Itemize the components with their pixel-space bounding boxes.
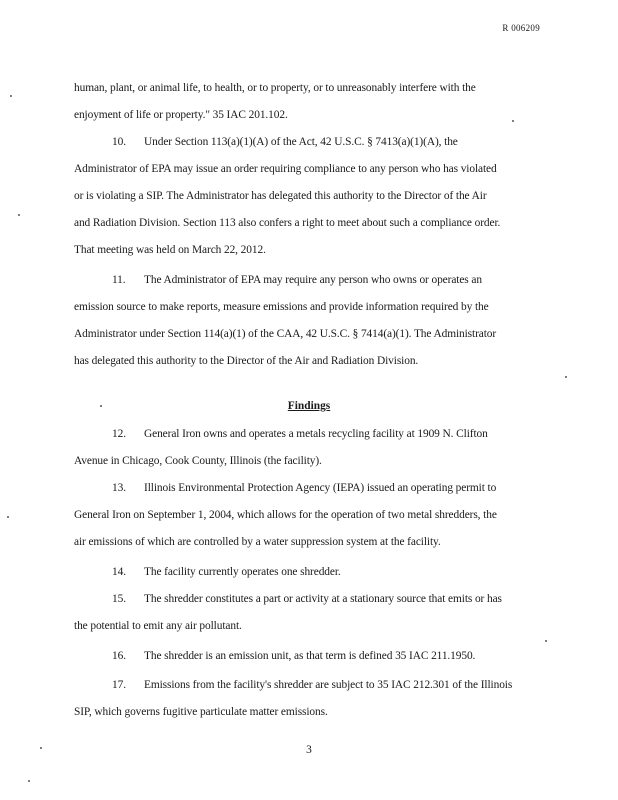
scan-speck [7, 516, 9, 518]
paragraph-text: Under Section 113(a)(1)(A) of the Act, 42 U.S.C. § 7413(a)(1)(A), the [144, 136, 458, 148]
paragraph-number: 13. [112, 482, 126, 494]
body-line: Administrator of EPA may issue an order requiring compliance to any person who has violated [74, 163, 497, 175]
scan-speck [10, 95, 12, 97]
paragraph-15 [112, 593, 502, 605]
paragraph-16 [112, 650, 475, 662]
bates-number: R 006209 [502, 23, 540, 33]
paragraph-text: The facility currently operates one shredder. [144, 566, 341, 578]
paragraph-13 [112, 482, 496, 494]
paragraph-text: The shredder is an emission unit, as that term is defined 35 IAC 211.1950. [144, 650, 476, 662]
scan-speck [565, 376, 567, 378]
body-line: human, plant, or animal life, to health, or to property, or to unreasonably interfere with the [74, 82, 476, 94]
paragraph-number: 11. [112, 274, 126, 286]
body-line: SIP, which governs fugitive particulate matter emissions. [74, 706, 328, 718]
paragraph-number: 15. [112, 593, 126, 605]
paragraph-10 [112, 136, 458, 148]
scan-speck [512, 120, 514, 122]
body-line: That meeting was held on March 22, 2012. [74, 244, 266, 256]
paragraph-text: The Administrator of EPA may require any person who owns or operates an [144, 274, 482, 286]
paragraph-17 [112, 679, 512, 691]
scan-speck [18, 214, 20, 216]
paragraph-text: Emissions from the facility's shredder are subject to 35 IAC 212.301 of the Illinois [144, 679, 513, 691]
paragraph-12 [112, 428, 488, 440]
paragraph-number: 17. [112, 679, 126, 691]
paragraph-number: 10. [112, 136, 126, 148]
body-line: emission source to make reports, measure emissions and provide information required by the [74, 301, 489, 313]
body-line: General Iron on September 1, 2004, which allows for the operation of two metal shredders, the [74, 509, 497, 521]
body-line: the potential to emit any air pollutant. [74, 620, 242, 632]
body-line: and Radiation Division. Section 113 also confers a right to meet about such a compliance order. [74, 217, 501, 229]
body-line: or is violating a SIP. The Administrator has delegated this authority to the Director of the Air [74, 190, 487, 202]
body-line: has delegated this authority to the Director of the Air and Radiation Division. [74, 355, 419, 367]
scan-speck [100, 405, 102, 407]
body-line: enjoyment of life or property." 35 IAC 201.102. [74, 109, 288, 121]
paragraph-text: General Iron owns and operates a metals recycling facility at 1909 N. Clifton [144, 428, 488, 440]
paragraph-11 [112, 274, 482, 286]
scan-speck [40, 747, 42, 749]
body-line: Avenue in Chicago, Cook County, Illinois (the facility). [74, 455, 322, 467]
paragraph-number: 14. [112, 566, 126, 578]
paragraph-text: The shredder constitutes a part or activity at a stationary source that emits or has [144, 593, 502, 605]
body-line: Administrator under Section 114(a)(1) of the CAA, 42 U.S.C. § 7414(a)(1). The Administrator [74, 328, 497, 340]
paragraph-14 [112, 566, 341, 578]
findings-heading: Findings [287, 400, 331, 412]
paragraph-text: Illinois Environmental Protection Agency (IEPA) issued an operating permit to [144, 482, 497, 494]
page-number: 3 [306, 744, 312, 756]
body-line: air emissions of which are controlled by a water suppression system at the facility. [74, 536, 441, 548]
scan-speck [545, 640, 547, 642]
paragraph-number: 12. [112, 428, 126, 440]
scan-speck [28, 780, 30, 782]
paragraph-number: 16. [112, 650, 126, 662]
